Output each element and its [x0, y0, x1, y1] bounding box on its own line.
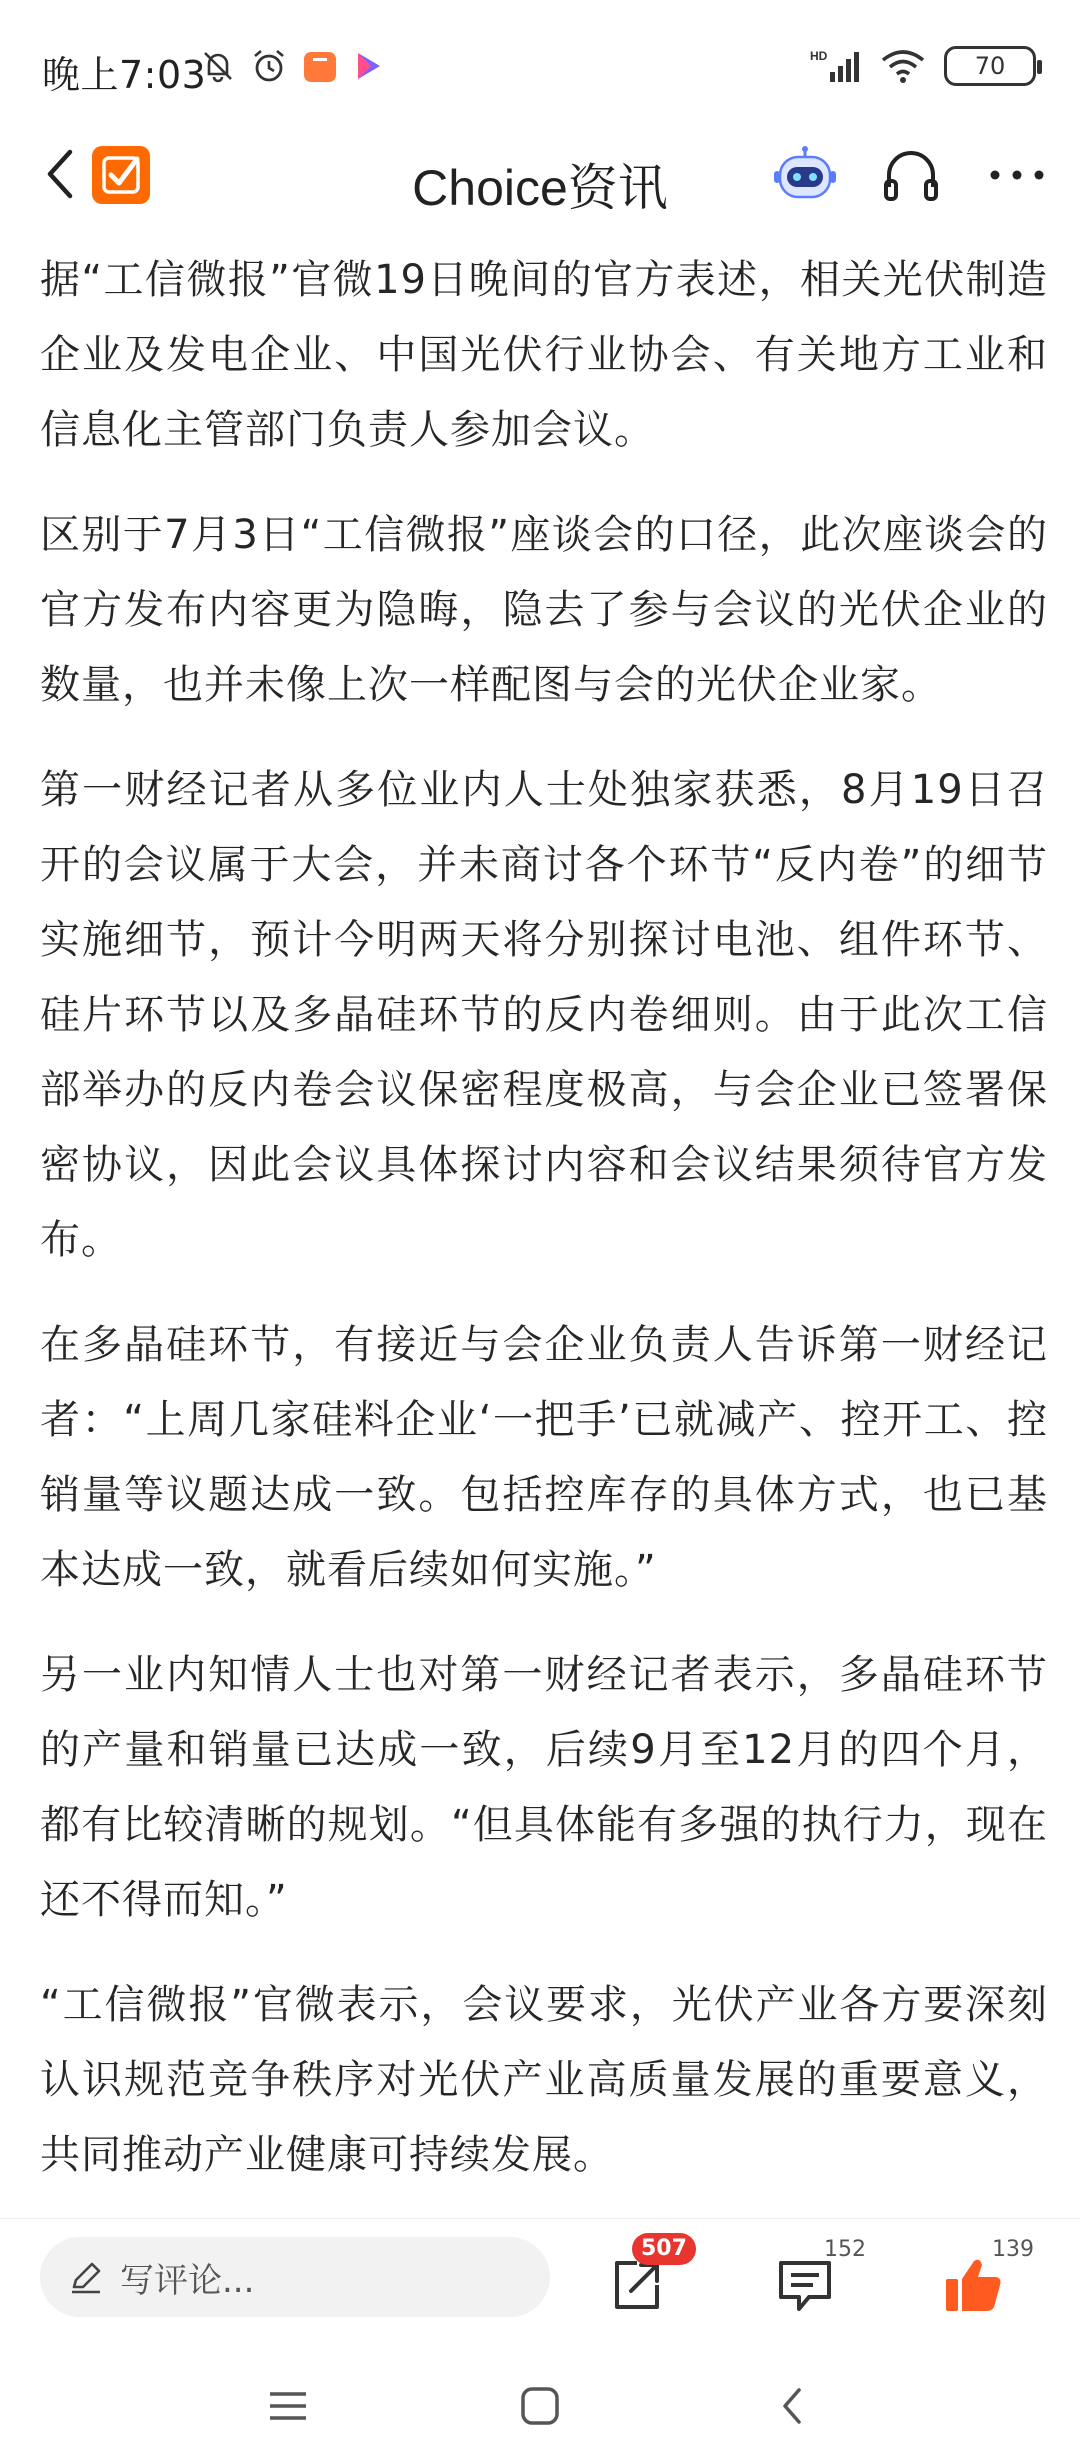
listen-button[interactable]	[876, 140, 946, 210]
article-paragraph: 据“工信微报”官微19日晚间的官方表述，相关光伏制造企业及发电企业、中国光伏行业协会、有关地方工业和信息化主管部门负责人参加会议。	[40, 257, 1048, 453]
wifi-icon	[880, 48, 926, 84]
home-button[interactable]	[510, 2376, 570, 2436]
system-back-button[interactable]	[762, 2376, 822, 2436]
thumbs-up-icon	[942, 2255, 1004, 2315]
like-count: 139	[992, 2237, 1034, 2262]
article-body	[40, 243, 1048, 2193]
mute-bell-icon	[200, 48, 236, 84]
comment-count: 152	[824, 2237, 866, 2262]
article-paragraph: “工信微报”官微表示，会议要求，光伏产业各方要深刻认识规范竞争秩序对光伏产业高质量发展的重要意义，共同推动产业健康可持续发展。	[40, 1982, 1048, 2178]
article-paragraph: 另一业内知情人士也对第一财经记者表示，多晶硅环节的产量和销量已达成一致，后续9月至12月的四个月，都有比较清晰的规划。“但具体能有多强的执行力，现在还不得而知。”	[40, 1652, 1048, 1923]
status-time: 晚上7:03	[42, 53, 207, 97]
nav-back-chevron-icon	[777, 2384, 807, 2428]
recent-apps-button[interactable]	[258, 2376, 318, 2436]
share-count-badge: 507	[632, 2233, 696, 2265]
robot-icon	[772, 145, 838, 205]
header-actions	[770, 138, 1052, 212]
share-button[interactable]	[592, 2236, 687, 2325]
article-paragraph: 在多晶硅环节，有接近与会企业负责人告诉第一财经记者：“上周几家硅料企业‘一把手’已就减产、控开工、控销量等议题达成一致。包括控库存的具体方式，也已基本达成一致，就看后续如何实施。”	[40, 1322, 1048, 1593]
article-paragraph: 第一财经记者从多位业内人士处独家获悉，8月19日召开的会议属于大会，并未商讨各个环节“反内卷”的细节实施细节，预计今明两天将分别探讨电池、组件环节、硅片环节以及多晶硅环节的反内卷细则。由于此次工信部举办的反内卷会议保密程度极高，与会企业已签署保密协议，因此会议具体探讨内容和会议结果须待官方发布。	[40, 767, 1048, 1263]
article-paragraph: 区别于7月3日“工信微报”座谈会的口径，此次座谈会的官方发布内容更为隐晦，隐去了参与会议的光伏企业的数量，也并未像上次一样配图与会的光伏企业家。	[40, 512, 1048, 708]
like-button[interactable]	[928, 2237, 1034, 2325]
more-options-button[interactable]	[982, 140, 1052, 210]
comment-bubble-icon	[775, 2255, 835, 2315]
app-notification-icon	[302, 48, 338, 84]
play-store-icon	[352, 49, 386, 83]
page-title: Choice资讯	[412, 160, 668, 216]
home-square-icon	[518, 2384, 562, 2428]
alarm-icon	[250, 47, 288, 85]
comments-button[interactable]	[760, 2237, 866, 2325]
comment-input[interactable]	[40, 2237, 550, 2317]
status-system-icons	[810, 44, 1036, 88]
bottom-action-bar	[0, 2218, 1080, 2352]
svg-text:HD: HD	[810, 49, 828, 63]
comment-placeholder: 写评论...	[120, 2260, 255, 2301]
more-dots-icon	[989, 167, 1045, 183]
status-bar	[0, 0, 1080, 130]
signal-icon	[810, 48, 862, 84]
battery-indicator: 70	[944, 46, 1036, 86]
system-navigation-bar	[0, 2352, 1080, 2460]
ai-assistant-button[interactable]	[770, 140, 840, 210]
menu-icon	[266, 2388, 310, 2424]
status-notification-icons	[200, 44, 386, 88]
app-header	[0, 120, 1080, 230]
pencil-icon	[68, 2259, 104, 2295]
headphones-icon	[881, 147, 941, 203]
